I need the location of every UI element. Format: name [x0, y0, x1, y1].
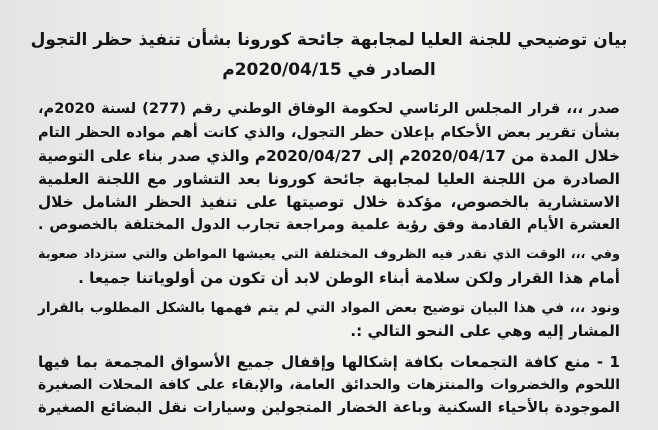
paragraph-1-line-4: الصادرة من اللجنة العليا لمجابهة جائحة كورونا بعد التشاور مع اللجنة العلمية — [38, 170, 620, 188]
paragraph-1-line-2: بشأن تقرير بعض الأحكام بإعلان حظر التجول، والذي كانت أهم مواده الحظر التام — [38, 124, 620, 141]
paragraph-2-line-2: أمام هذا القرار ولكن سلامة أبناء الوطن لابد أن تكون من أولوياتنا جميعا . — [78, 269, 620, 287]
paragraph-4-line-2: اللحوم والخضروات والمنتزهات والحدائق العامة، والإبقاء على كافة المحلات الصغيرة — [38, 377, 620, 393]
paragraph-2-line-1: وفي ،،، الوقت الذي نقدر فيه الظروف المختلفة التي يعيشها المواطن والتي ستزداد صعوبة — [38, 247, 620, 262]
paragraph-1-line-1: صدر ،،، قرار المجلس الرئاسي لحكومة الوفاق الوطني رقم (277) لسنة 2020م، — [38, 100, 620, 117]
paragraph-3-line-1: ونود ،،، في هذا البيان توضيح بعض المواد التي لم يتم فهمها بالشكل المطلوب بالقرار — [38, 300, 620, 316]
paragraph-4-line-1: 1 - منع كافة التجمعات بكافة إشكالها وإقفال جميع الأسواق المجمعة بما فيها — [38, 353, 620, 371]
paragraph-3-line-2: المشار إليه وهي على النحو التالي :. — [350, 322, 620, 340]
document-date: الصادر في 2020/04/15م — [222, 60, 436, 80]
paragraph-1-line-6: العشرة الأيام القادمة وفق رؤية علمية ومراجعة تجارب الدول المختلفة بالخصوص . — [38, 217, 620, 233]
paragraph-4-line-3: الموجودة بالأحياء السكنية وباعة الخضار المتجولين وسيارات نقل البضائع الصغيرة — [38, 399, 620, 416]
document-title: بيان توضيحي للجنة العليا لمجابهة جائحة كورونا بشأن تنفيذ حظر التجول — [30, 30, 628, 50]
paragraph-1-line-5: الاستشارية بالخصوص، مؤكدة خلال توصيتها على تنفيذ الحظر الشامل خلال — [38, 193, 620, 211]
paragraph-1-line-3: خلال المدة من 2020/04/17م إلى 2020/04/27م والذي صدر بناء على التوصية — [38, 147, 621, 165]
